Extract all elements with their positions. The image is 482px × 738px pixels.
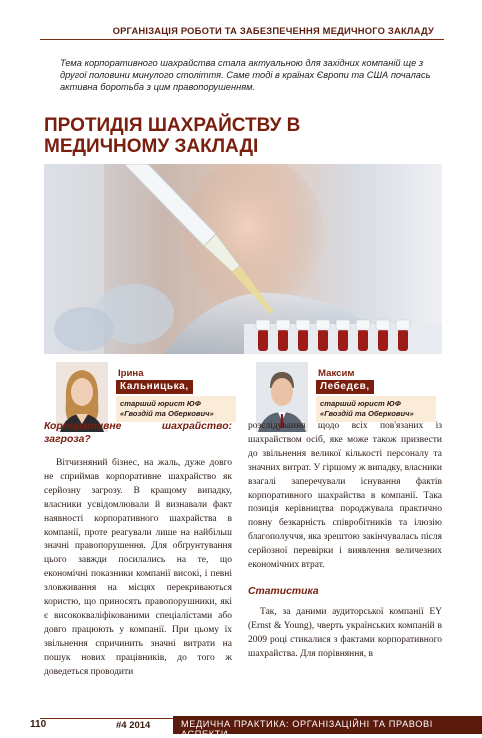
author-last-name: Лебедєв, [316, 380, 374, 394]
paragraph: розслідування щодо всіх пов'язаних із шахрайством осіб, яке може також призвести до звільнення великої кількості персоналу та значних витрат. У гіршому ж випадку, власники взагалі заперечували існування фактів корпоративного шахрайства в компанії. Така позиція керівництва породжувала практично повну безкарність співробітників та ілюзію благополуччя, яка зрештою закінчувалась після серйозної перевірки і виявлення величезних економічних втрат. [248, 421, 442, 571]
paragraph: Так, за даними аудиторської компанії EY (Ernst & Young), чверть українських компаній в 2009 році стикалися з фактами корпоративного шахрайства. Для порівняння, в [248, 606, 442, 659]
footer-rule [40, 718, 173, 719]
issue-number: #4 2014 [116, 720, 151, 731]
magazine-title: МЕДИЧНА ПРАКТИКА: ОРГАНІЗАЦІЙНІ ТА ПРАВОВІ АСПЕКТИ [181, 719, 433, 738]
article-column-1 [44, 420, 232, 680]
page-footer [0, 716, 482, 738]
subheading: Статистика [248, 585, 319, 597]
test-tubes-image [244, 320, 442, 354]
footer-bar [173, 716, 482, 738]
author-role: старший юрист ЮФ «Гвоздій та Оберкович» [316, 396, 436, 422]
author-last-name: Кальницька, [116, 380, 193, 394]
hero-image [44, 164, 442, 354]
running-header [40, 24, 444, 40]
article-column-2 [248, 420, 442, 662]
author-role: старший юрист ЮФ «Гвоздій та Оберкович» [116, 396, 236, 422]
paragraph: Вітчизняний бізнес, на жаль, дуже довго не сприймав корпоративне шахрайство як серйозну загрозу. В кращому випадку, власники усвідомлювали й визнавали факт наявності корпоративного шахрайства в компанії, проте реагували лише на найбільш значні правопорушення. Для обґрунтування цього завжди посилались на те, що економічні показники компанії високі, і певні зловживання на місцях перекриваються користю, що приносять правопорушники, які є висококваліфікованими спеціалістами або довго працюють у компанії. При цьому їх звільнення спричинить значні витрати на пошук нових працівників, до того ж доведеться проводити [44, 458, 232, 677]
lead-paragraph: Тема корпоративного шахрайства стала актуальною для західних компаній ще з другої половини минулого століття. Саме тоді в країнах Європи та США почалась активна боротьба з цим правопорушенням. [60, 58, 431, 92]
author-first-name: Максим [318, 368, 355, 379]
article-title: ПРОТИДІЯ ШАХРАЙСТВУ В МЕДИЧНОМУ ЗАКЛАДІ [44, 115, 301, 157]
lab-illustration [44, 164, 442, 354]
author-first-name: Ірина [118, 368, 144, 379]
section-title: ОРГАНІЗАЦІЯ РОБОТИ ТА ЗАБЕЗПЕЧЕННЯ МЕДИЧНОГО ЗАКЛАДУ [112, 25, 434, 36]
page-number: 110 [30, 719, 47, 730]
subheading: Корпоративне шахрайство: загроза? [44, 421, 232, 445]
